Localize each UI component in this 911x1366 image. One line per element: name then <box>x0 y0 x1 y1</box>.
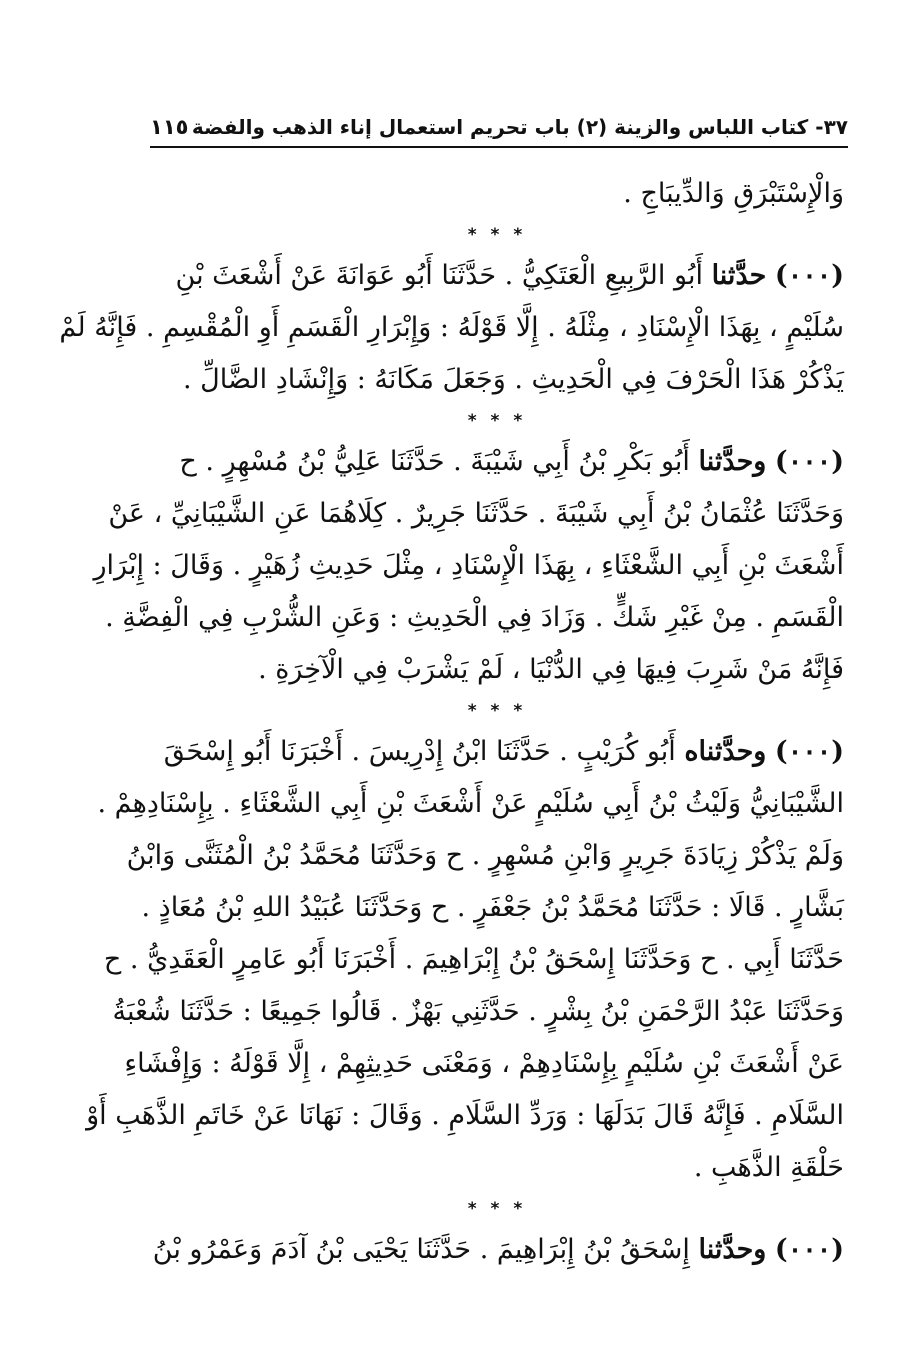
section-separator: * * * <box>467 1199 527 1219</box>
text-line: السَّلَامِ . فَإِنَّهُ قَالَ بَدَلَهَا : وَرَدِّ السَّلَامِ . وَقَالَ : نَهَانَا عَنْ خَاتَمِ الذَّهَبِ أَوْ <box>86 1100 844 1131</box>
text-line: أَشْعَثَ بْنِ أَبِي الشَّعْثَاءِ ، بِهَذَا الْإِسْنَادِ ، مِثْلَ حَدِيثِ زُهَيْرٍ . وَقَالَ : إِبْرَارِ <box>93 550 844 581</box>
section-separator: * * * <box>467 411 527 431</box>
text-line: عَنْ أَشْعَثَ بْنِ سُلَيْمٍ بِإِسْنَادِهِمْ ، وَمَعْنَى حَدِيثِهِمْ ، إِلَّا قَوْلَهُ : وَإِفْشَاءِ <box>124 1048 844 1079</box>
hadith-first-line <box>150 250 844 302</box>
text-line: الْقَسَمِ . مِنْ غَيْرِ شَكٍّ . وَزَادَ فِي الْحَدِيثِ : وَعَنِ الشُّرْبِ فِي الْفِضَّةِ . <box>105 602 844 633</box>
chapter-title: ٣٧- كتاب اللباس والزينة (٢) باب تحريم استعمال إناء الذهب والفضة <box>191 115 848 139</box>
hadith-number-marker: (٠٠٠) <box>774 260 844 291</box>
text-line: سُلَيْمٍ ، بِهَذَا الْإِسْنَادِ ، مِثْلَهُ . إِلَّا قَوْلَهُ : وَإِبْرَارِ الْقَسَمِ أَوِ الْمُقْسِمِ . فَإِنَّهُ لَمْ <box>59 312 844 343</box>
text-line: وَحَدَّثَنَا عَبْدُ الرَّحْمَنِ بْنُ بِشْرٍ . حَدَّثَنِي بَهْزٌ . قَالُوا جَمِيعًا : حَدَّثَنَا شُعْبَةُ <box>112 996 844 1027</box>
section-separator: * * * <box>467 225 527 245</box>
hadith-first-line <box>150 1224 844 1276</box>
text-line: إِسْحَقُ بْنُ إِبْرَاهِيمَ . حَدَّثَنَا يَحْيَى بْنُ آدَمَ وَعَمْرُو بْنُ <box>152 1234 690 1265</box>
text-line: يَذْكُرْ هَذَا الْحَرْفَ فِي الْحَدِيثِ . وَجَعَلَ مَكَانَهُ : وَإِنْشَادِ الضَّالِّ . <box>183 364 844 395</box>
hadith-number-marker: (٠٠٠) <box>774 736 844 767</box>
page-number: ١١٥ <box>150 115 189 139</box>
text-line: أَبُو كُرَيْبٍ . حَدَّثَنَا ابْنُ إِدْرِيسَ . أَخْبَرَنَا أَبُو إِسْحَقَ <box>163 736 676 767</box>
text-line: وَلَمْ يَذْكُرْ زِيَادَةَ جَرِيرٍ وَابْنِ مُسْهِرٍ . ح وَحَدَّثَنَا مُحَمَّدُ بْنُ الْمُثَنَّى وَابْنُ <box>126 840 844 871</box>
hadith-first-line <box>150 726 844 778</box>
section-separator: * * * <box>467 701 527 721</box>
text-line: الشَّيْبَانِيُّ وَلَيْثُ بْنُ أَبِي سُلَيْمٍ عَنْ أَشْعَثَ بْنِ أَبِي الشَّعْثَاءِ . بِإِسْنَادِهِمْ . <box>97 788 844 819</box>
text-line: أَبُو بَكْرِ بْنُ أَبِي شَيْبَةَ . حَدَّثَنَا عَلِيُّ بْنُ مُسْهِرٍ . ح <box>179 446 690 477</box>
running-header <box>150 104 848 148</box>
hadith-first-line <box>150 436 844 488</box>
text-line: فَإِنَّهُ مَنْ شَرِبَ فِيهَا فِي الدُّنْيَا ، لَمْ يَشْرَبْ فِي الْآخِرَةِ . <box>258 654 844 685</box>
narration-lead: وحدَّثنا <box>698 446 767 477</box>
text-line: وَالْإِسْتَبْرَقِ وَالدِّيبَاجِ . <box>623 178 844 209</box>
hadith-number-marker: (٠٠٠) <box>774 1234 844 1265</box>
text-line: حَدَّثَنَا أَبِي . ح وَحَدَّثَنَا إِسْحَقُ بْنُ إِبْرَاهِيمَ . أَخْبَرَنَا أَبُو عَامِرٍ الْعَقَدِيُّ . ح <box>103 944 844 975</box>
hadith-number-marker: (٠٠٠) <box>774 446 844 477</box>
narration-lead: وحدَّثنا <box>698 1234 767 1265</box>
text-line: بَشَّارٍ . قَالَا : حَدَّثَنَا مُحَمَّدُ بْنُ جَعْفَرٍ . ح وَحَدَّثَنَا عُبَيْدُ اللهِ بْنُ مُعَاذٍ . <box>141 892 844 923</box>
narration-lead: وحدَّثناه <box>684 736 767 767</box>
page-body <box>59 168 844 1276</box>
narration-lead: حدَّثنا <box>711 260 767 291</box>
text-line: حَلْقَةِ الذَّهَبِ . <box>693 1152 844 1183</box>
text-line: أَبُو الرَّبِيعِ الْعَتَكِيُّ . حَدَّثَنَا أَبُو عَوَانَةَ عَنْ أَشْعَثَ بْنِ <box>175 260 703 291</box>
text-line: وَحَدَّثَنَا عُثْمَانُ بْنُ أَبِي شَيْبَةَ . حَدَّثَنَا جَرِيرٌ . كِلَاهُمَا عَنِ الشَّيْبَانِيِّ ، عَنْ <box>108 498 844 529</box>
